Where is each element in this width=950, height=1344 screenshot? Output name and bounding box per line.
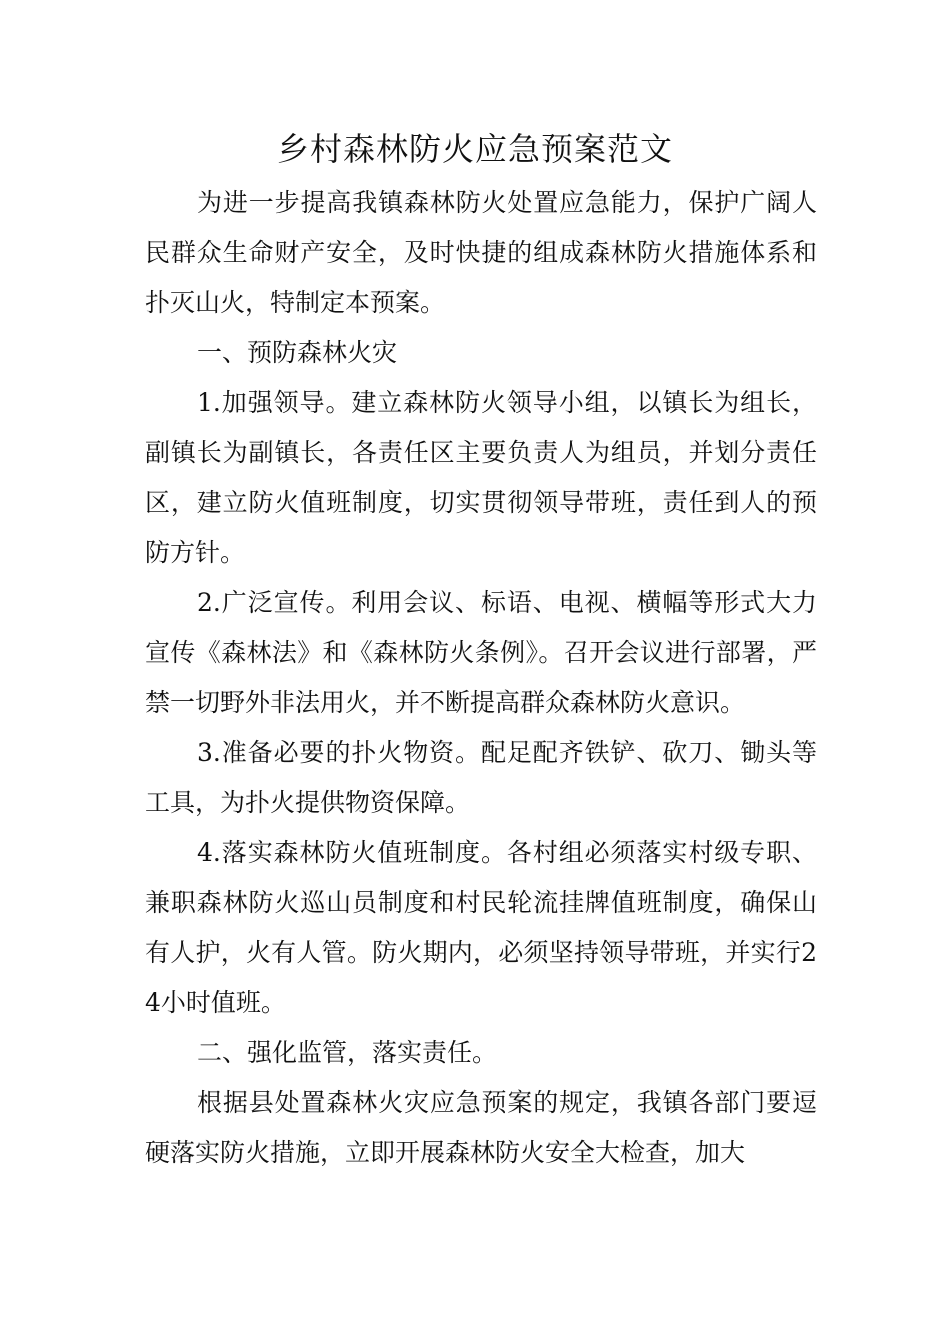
section-heading-1: 一、预防森林火灾 — [197, 338, 398, 367]
paragraph-item-2: 2.广泛宣传。利用会议、标语、电视、横幅等形式大力宣传《森林法》和《森林防火条例》。召开会议进行部署，严禁一切野外非法用火，并不断提高群众森林防火意识。 — [145, 588, 817, 717]
paragraph-item-1: 1.加强领导。建立森林防火领导小组，以镇长为组长，副镇长为副镇长，各责任区主要负责人为组员，并划分责任区，建立防火值班制度，切实贯彻领导带班，责任到人的预防方针。 — [145, 388, 817, 567]
section-heading-2: 二、强化监管，落实责任。 — [197, 1038, 498, 1067]
document-body — [145, 178, 817, 1178]
paragraph-intro: 为进一步提高我镇森林防火处置应急能力，保护广阔人民群众生命财产安全，及时快捷的组成森林防火措施体系和扑灭山火，特制定本预案。 — [145, 188, 817, 317]
document-title: 乡村森林防火应急预案范文 — [276, 130, 673, 168]
paragraph-item-4: 4.落实森林防火值班制度。各村组必须落实村级专职、兼职森林防火巡山员制度和村民轮流挂牌值班制度，确保山有人护，火有人管。防火期内，必须坚持领导带班，并实行24小时值班。 — [145, 838, 817, 1017]
paragraph-section-2: 根据县处置森林火灾应急预案的规定，我镇各部门要逗硬落实防火措施，立即开展森林防火安全大检查，加大 — [145, 1088, 817, 1167]
paragraph-item-3: 3.准备必要的扑火物资。配足配齐铁铲、砍刀、锄头等工具，为扑火提供物资保障。 — [145, 738, 817, 817]
